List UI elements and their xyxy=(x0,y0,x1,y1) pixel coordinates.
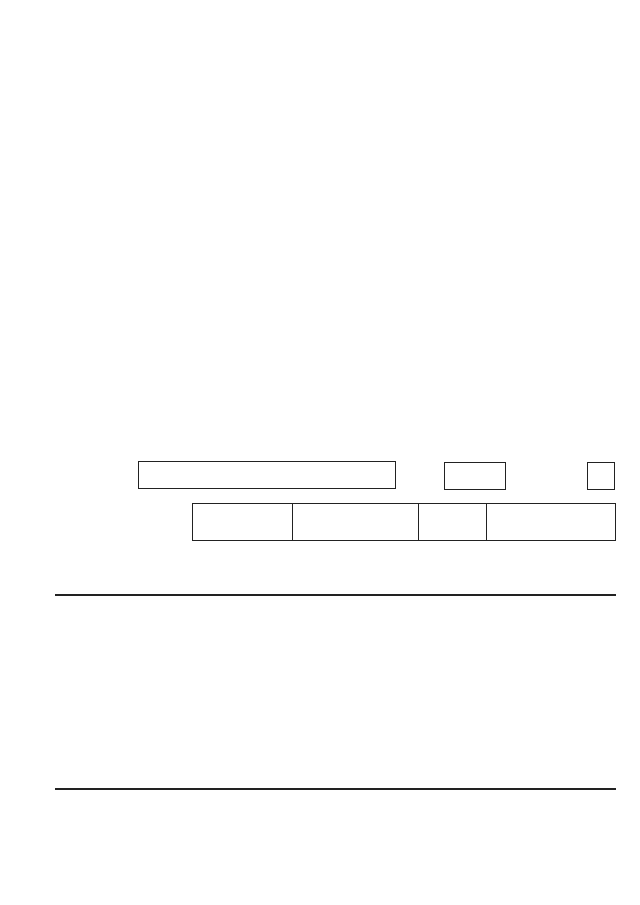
level-field xyxy=(587,462,615,490)
posts-label xyxy=(56,595,202,596)
origin-row xyxy=(192,503,616,541)
origin-code-cell xyxy=(419,504,487,540)
posts-list xyxy=(202,595,616,596)
origin-reg-cell xyxy=(487,504,615,540)
table-row xyxy=(56,595,616,596)
function-code-field xyxy=(444,462,506,490)
function-name-field xyxy=(138,461,396,489)
table-row xyxy=(56,789,616,790)
posts-table xyxy=(55,594,616,596)
origin-borrowed-cell xyxy=(293,504,419,540)
education-list xyxy=(202,789,616,790)
origin-original-cell xyxy=(193,504,293,540)
education-table xyxy=(55,788,616,790)
education-label xyxy=(56,789,202,790)
